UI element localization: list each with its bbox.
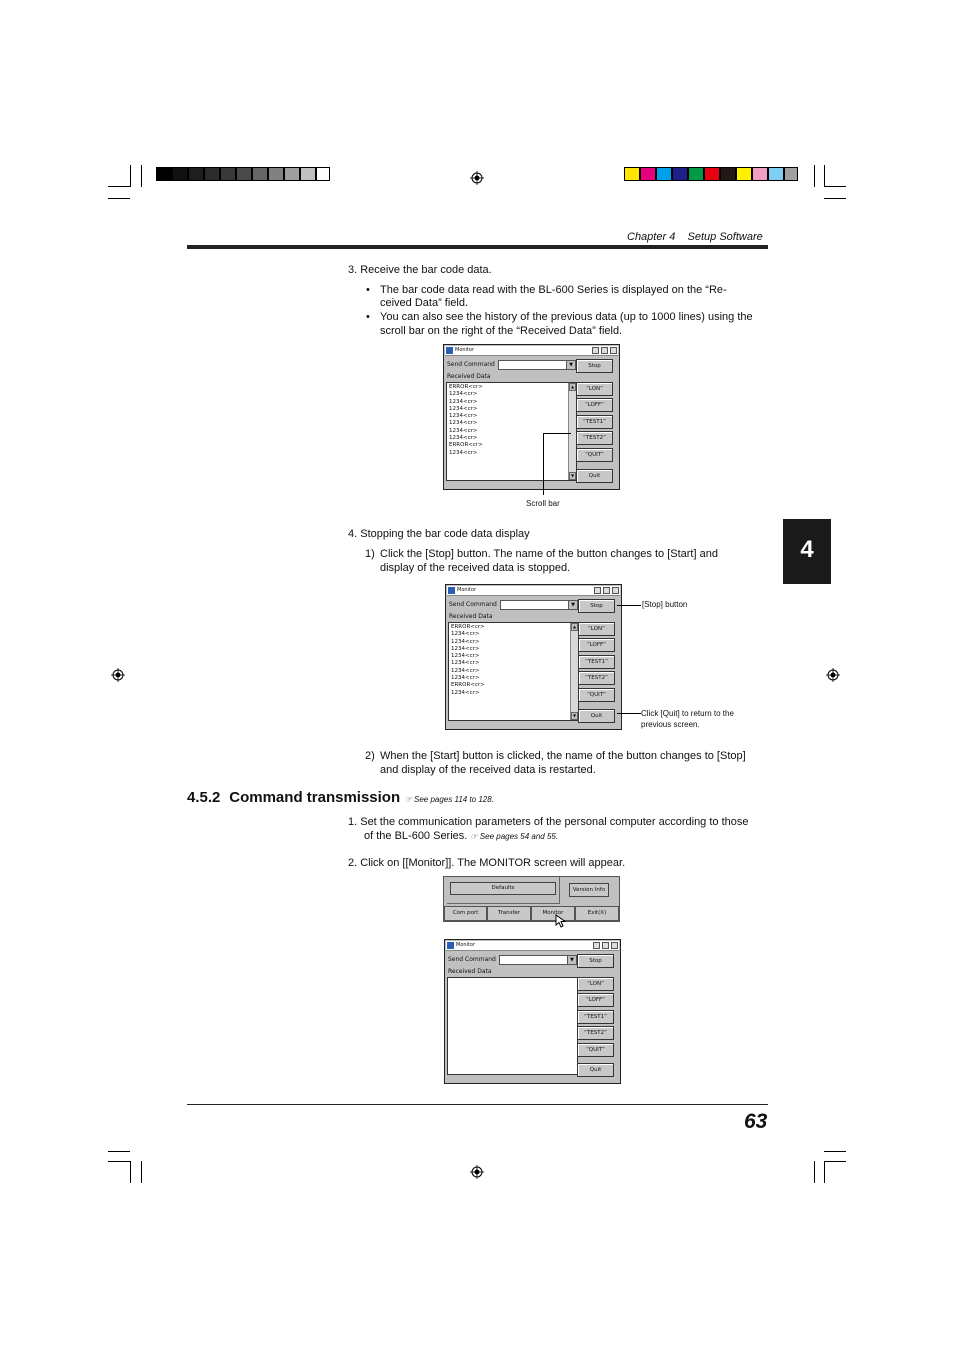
monitor-title: Monitor (457, 587, 477, 593)
step4-sub1-line2: display of the received data is stopped. (380, 562, 571, 574)
color-swatch (688, 167, 704, 181)
button-label: Quit (588, 473, 601, 479)
step4-heading: 4. Stopping the bar code data display (348, 528, 530, 540)
stop-callout-line (617, 605, 641, 606)
step3-bullet2-line1: You can also see the history of the previous data (up to 1000 lines) using the (380, 311, 753, 323)
step3-bullet1-line1: The bar code data read with the BL-600 Series is displayed on the “Re- (380, 284, 727, 296)
list-item: 1234<cr> (449, 427, 478, 434)
version-info-button-label: Version Info (572, 887, 606, 893)
list-item: 1234<cr> (451, 638, 480, 645)
button-label: “LOFF” (586, 642, 607, 648)
stop-button[interactable] (578, 599, 615, 613)
scroll-bar-callout-line (543, 433, 544, 495)
quit-command-button[interactable] (577, 1043, 614, 1057)
monitor-title-bar (447, 586, 620, 596)
minimize-icon[interactable] (592, 347, 599, 354)
received-data-list[interactable] (446, 382, 577, 481)
list-item: 1234<cr> (449, 398, 478, 405)
color-swatch (736, 167, 752, 181)
color-swatch (656, 167, 672, 181)
color-swatch (784, 167, 798, 181)
running-header (627, 230, 763, 244)
monitor-window (444, 939, 621, 1084)
bullet-marker: • (366, 311, 370, 323)
button-label: “QUIT” (586, 1047, 605, 1053)
close-icon[interactable] (612, 587, 619, 594)
loff-button[interactable] (576, 398, 613, 412)
list-item: 1234<cr> (451, 675, 480, 682)
quit-command-button[interactable] (578, 688, 615, 702)
maximize-icon[interactable] (601, 347, 608, 354)
button-label: “QUIT” (585, 452, 604, 458)
list-item: 1234<cr> (449, 405, 478, 412)
button-label: Quit (589, 1067, 602, 1073)
color-swatch (672, 167, 688, 181)
monitor-title-bar (446, 941, 619, 951)
button-label: “QUIT” (587, 692, 606, 698)
scroll-up-icon[interactable]: ▲ (570, 384, 575, 389)
button-label: “TEST2” (584, 1030, 607, 1036)
test2-button[interactable] (576, 431, 613, 445)
maximize-icon[interactable] (602, 942, 609, 949)
inner-panel-border (447, 877, 560, 904)
registration-mark-icon (470, 1165, 484, 1179)
button-label: Stop (588, 363, 601, 369)
received-data-list[interactable] (448, 622, 579, 721)
tab-exit[interactable] (575, 906, 619, 921)
test1-button[interactable] (577, 1010, 614, 1024)
step3-bullet1-line2: ceived Data” field. (380, 297, 469, 309)
chevron-down-icon[interactable]: ▼ (568, 601, 577, 609)
button-label: “LOFF” (585, 997, 606, 1003)
button-label: Stop (589, 958, 602, 964)
monitor-title: Monitor (455, 347, 475, 353)
received-data-label: Received Data (447, 373, 491, 380)
list-item: 1234<cr> (451, 653, 480, 660)
section-number: 4.5.2 (187, 789, 221, 806)
list-item: ERROR<cr> (449, 442, 483, 449)
app-icon (448, 587, 455, 594)
defaults-button-label: Defaults (491, 885, 515, 891)
cmd-item1-line2: of the BL-600 Series. (364, 830, 468, 842)
button-label: Quit (590, 713, 603, 719)
button-label: “LON” (586, 386, 603, 392)
received-data-list[interactable] (447, 977, 578, 1075)
step4-sub2-number: 2) (365, 750, 375, 762)
button-label: “TEST1” (583, 419, 606, 425)
scroll-up-icon[interactable]: ▲ (572, 624, 577, 629)
header-rule (187, 245, 768, 249)
test1-button[interactable] (576, 415, 613, 429)
monitor-title-bar (445, 346, 618, 356)
chevron-down-icon[interactable]: ▼ (566, 361, 575, 369)
app-icon (446, 347, 453, 354)
step4-sub1-number: 1) (365, 548, 375, 560)
list-item: 1234<cr> (451, 660, 480, 667)
received-data-label: Received Data (448, 968, 492, 975)
send-command-label: Send Command (449, 601, 497, 608)
chapter-tab (783, 519, 831, 584)
list-item: 1234<cr> (451, 645, 480, 652)
list-item: 1234<cr> (449, 449, 478, 456)
monitor-title: Monitor (456, 942, 476, 948)
tab-transfer[interactable] (487, 906, 531, 921)
stop-button[interactable] (576, 359, 613, 373)
send-command-combo[interactable] (498, 360, 576, 370)
app-icon (447, 942, 454, 949)
close-icon[interactable] (611, 942, 618, 949)
button-label: “TEST2” (583, 435, 606, 441)
color-swatch (704, 167, 720, 181)
cmd-item2: 2. Click on [[Monitor]]. The MONITOR screen will appear. (348, 857, 626, 869)
minimize-icon[interactable] (594, 587, 601, 594)
stop-button[interactable] (577, 954, 614, 968)
tab-label: Monitor (542, 910, 564, 916)
tab-label: Exit(X) (587, 910, 607, 916)
button-label: “TEST1” (584, 1014, 607, 1020)
registration-mark-icon (826, 668, 840, 682)
received-lines (449, 384, 483, 457)
test2-button[interactable] (578, 671, 615, 685)
list-item: 1234<cr> (449, 435, 478, 442)
list-item: 1234<cr> (449, 391, 478, 398)
color-swatch (752, 167, 768, 181)
monitor-window (443, 344, 620, 490)
color-swatch (624, 167, 640, 181)
scroll-bar-callout-line (543, 433, 571, 434)
list-item: 1234<cr> (451, 689, 480, 696)
list-item: 1234<cr> (449, 413, 478, 420)
quit-button[interactable] (578, 709, 615, 723)
send-command-label: Send Command (448, 956, 496, 963)
quit-command-button[interactable] (576, 448, 613, 462)
header-section: Setup Software (687, 231, 763, 243)
bullet-marker: • (366, 284, 370, 296)
button-label: “TEST2” (585, 675, 608, 681)
loff-button[interactable] (578, 638, 615, 652)
monitor-window (445, 584, 622, 730)
step3-bullet2-line2: scroll bar on the right of the “Received Data” field. (380, 325, 623, 337)
list-item: ERROR<cr> (451, 624, 485, 630)
registration-mark-icon (470, 171, 484, 185)
header-chapter: Chapter 4 (627, 231, 676, 243)
tab-label: Transfer (497, 910, 521, 916)
button-label: “LON” (588, 626, 605, 632)
cmd-item1-line2-wrap (364, 829, 558, 844)
quit-button[interactable] (576, 469, 613, 483)
send-command-label: Send Command (447, 361, 495, 368)
mouse-cursor-icon (555, 914, 567, 928)
color-swatch (640, 167, 656, 181)
button-label: “LON” (587, 981, 604, 987)
tab-com-port[interactable] (444, 906, 487, 921)
loff-button[interactable] (577, 993, 614, 1007)
version-info-button[interactable] (569, 883, 609, 897)
section-title: Command transmission (229, 789, 401, 806)
section-ref: ☞ See pages 114 to 128. (404, 795, 494, 804)
lon-button[interactable] (577, 977, 614, 991)
step4-sub2-line1: When the [Start] button is clicked, the name of the button changes to [Stop] (380, 750, 746, 762)
scroll-bar-callout: Scroll bar (526, 499, 560, 508)
scrollbar[interactable] (568, 383, 576, 480)
footer-rule (187, 1104, 768, 1105)
scrollbar[interactable] (570, 623, 578, 720)
test2-button[interactable] (577, 1026, 614, 1040)
step3-heading: 3. Receive the bar code data. (348, 264, 492, 276)
registration-mark-icon (111, 668, 125, 682)
scroll-down-icon[interactable]: ▼ (572, 713, 577, 718)
step4-sub1-line1: Click the [Stop] button. The name of the button changes to [Start] and (380, 548, 718, 560)
step4-sub2-line2: and display of the received data is restarted. (380, 764, 596, 776)
chevron-down-icon[interactable]: ▼ (567, 956, 576, 964)
received-data-label: Received Data (449, 613, 493, 620)
button-label: “LOFF” (584, 402, 605, 408)
section-heading (187, 789, 494, 807)
button-label: “TEST1” (585, 659, 608, 665)
page-number: 63 (744, 1110, 768, 1133)
stop-button-callout: [Stop] button (642, 600, 688, 609)
test1-button[interactable] (578, 655, 615, 669)
list-item: 1234<cr> (451, 631, 480, 638)
lon-button[interactable] (576, 382, 613, 396)
send-command-combo[interactable] (499, 955, 577, 965)
quit-callout-line1: Click [Quit] to return to the (641, 709, 734, 718)
received-lines (451, 624, 485, 697)
list-item: 1234<cr> (451, 667, 480, 674)
cmd-item1-ref: ☞ See pages 54 and 55. (470, 832, 559, 841)
minimize-icon[interactable] (593, 942, 600, 949)
button-label: Stop (590, 603, 603, 609)
quit-callout-line (617, 713, 641, 714)
maximize-icon[interactable] (603, 587, 610, 594)
send-command-combo[interactable] (500, 600, 578, 610)
list-item: ERROR<cr> (449, 384, 483, 390)
tab-label: Com port (452, 910, 479, 916)
list-item: ERROR<cr> (451, 682, 485, 689)
close-icon[interactable] (610, 347, 617, 354)
lon-button[interactable] (578, 622, 615, 636)
main-window-fragment (443, 876, 620, 922)
quit-button[interactable] (577, 1063, 614, 1077)
tab-monitor[interactable] (531, 906, 575, 921)
scroll-down-icon[interactable]: ▼ (570, 473, 575, 478)
cmd-item1-line1: 1. Set the communication parameters of the personal computer according to those (348, 816, 749, 828)
chapter-tab-number: 4 (800, 536, 814, 563)
color-swatch (720, 167, 736, 181)
color-swatch (768, 167, 784, 181)
list-item: 1234<cr> (449, 420, 478, 427)
quit-callout-line2: previous screen. (641, 720, 700, 729)
